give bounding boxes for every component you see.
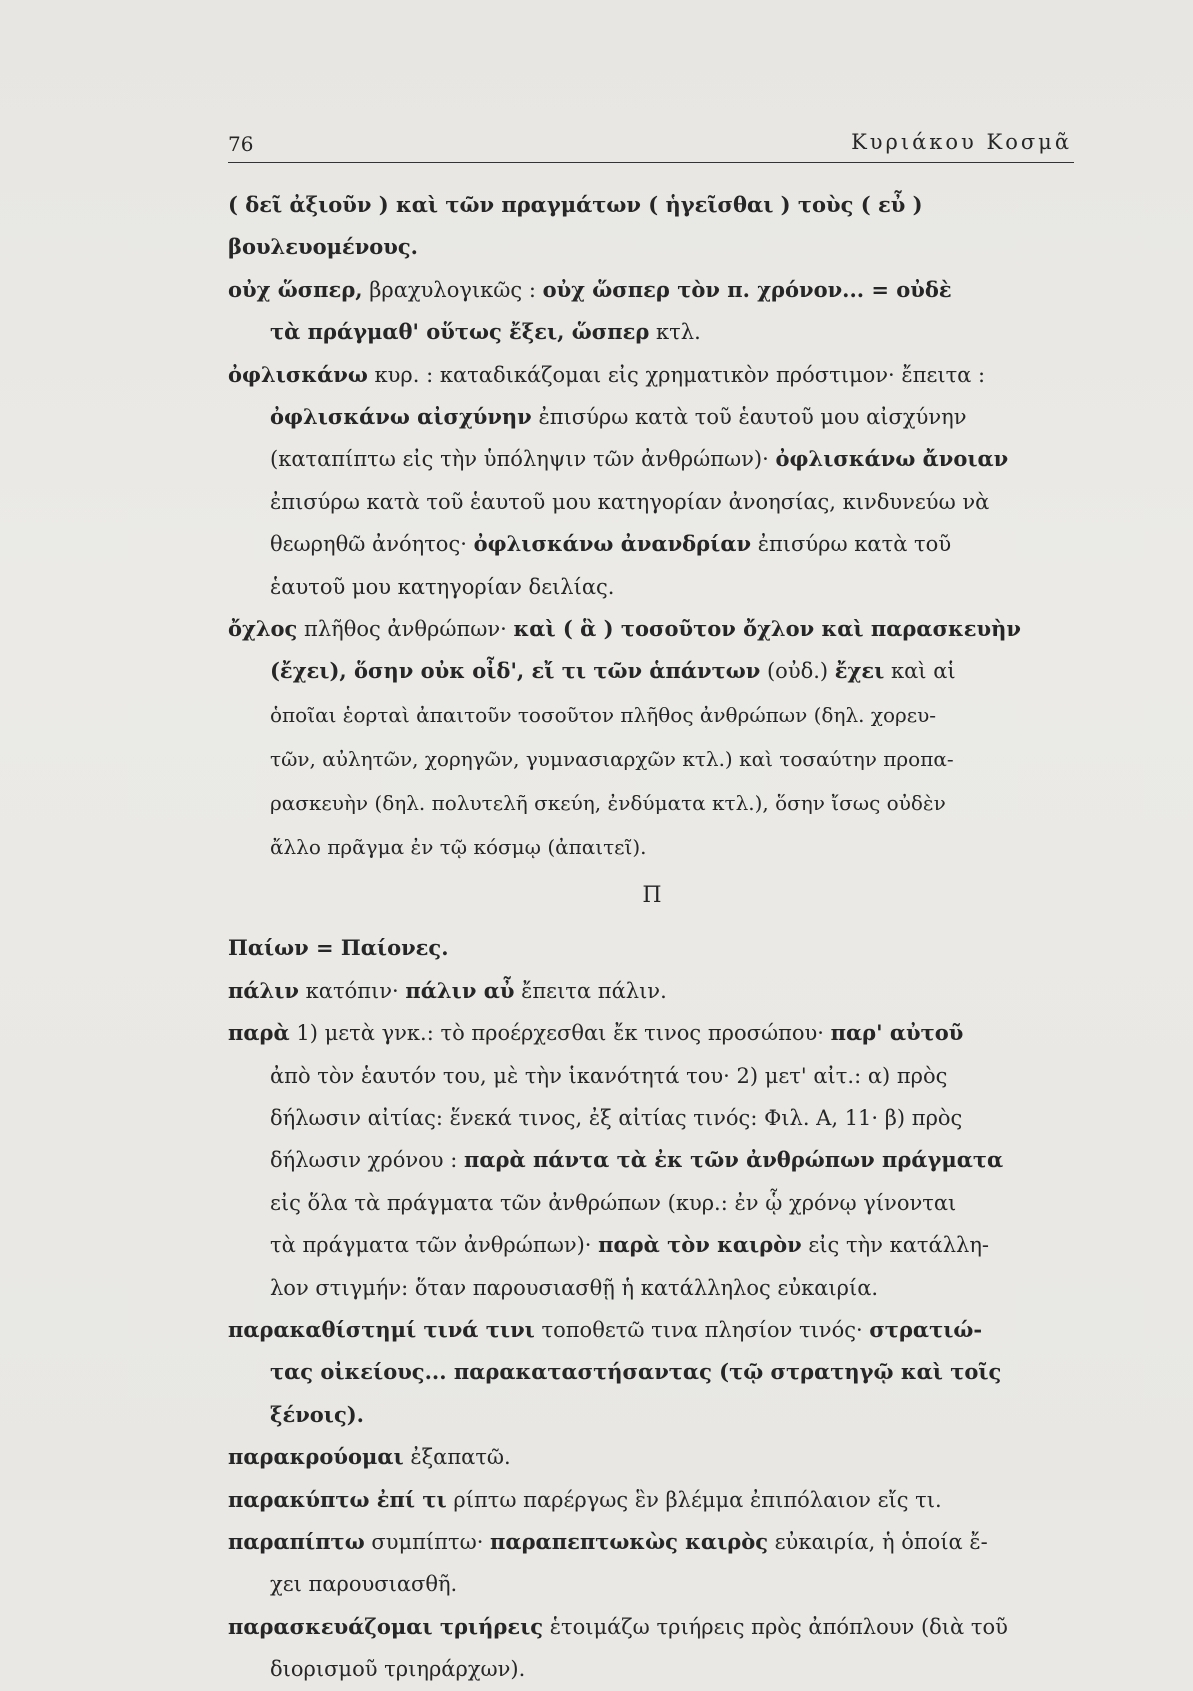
text-line — [228, 354, 1076, 396]
definition-text: καὶ αἱ — [884, 659, 956, 684]
text-line: εἰς ὅλα τὰ πράγματα τῶν ἀνθρώπων (κυρ.: ἐν ᾧ χρόνῳ γίνονται — [270, 1190, 957, 1215]
entry-paion — [228, 927, 1076, 969]
phrase: τὰ πράγμαθ' οὕτως ἔξει, ὥσπερ — [270, 319, 650, 345]
text-line: ἄλλο πρᾶγμα ἐν τῷ κόσμῳ (ἀπαιτεῖ). — [270, 834, 647, 859]
headword: παρακύπτω ἐπί τι — [228, 1486, 447, 1512]
headword: ὄχλος — [228, 616, 298, 642]
text-line — [228, 1139, 1076, 1181]
phrase: (ἔχει), ὅσην οὐκ οἶδ', εἴ τι τῶν ἁπάντων — [270, 658, 761, 684]
definition-text: εἰς τὴν κατάλλη- — [801, 1233, 990, 1258]
entry-ochlos — [228, 608, 1076, 869]
text-line: ( δεῖ ἀξιοῦν ) καὶ τῶν πραγμάτων ( ἡγεῖσθαι ) τοὺς ( εὖ ) — [228, 192, 923, 217]
entry-paraskeuazomai — [228, 1606, 1076, 1691]
definition-text: 1) μετὰ γνκ.: τὸ προέρχεσθαι ἔκ τινος προσώπου· — [289, 1021, 831, 1046]
definition-text: (οὐδ.) — [760, 659, 835, 684]
text-line: ἐπισύρω κατὰ τοῦ ἑαυτοῦ μου κατηγορίαν ἀνοησίας, κινδυνεύω νὰ — [270, 489, 990, 514]
entry-parapipto — [228, 1521, 1076, 1606]
definition-text: κατόπιν· — [299, 978, 406, 1003]
headword: παρακαθίστημί τινά τινι — [228, 1316, 535, 1342]
definition-text: κυρ. : καταδικάζομαι εἰς χρηματικὸν πρόστιμον· ἔπειτα : — [367, 362, 986, 387]
phrase: παρὰ τὸν καιρὸν — [598, 1232, 802, 1258]
text-line: ἀπὸ τὸν ἑαυτόν του, μὲ τὴν ἱκανότητά του· 2) μετ' αἰτ.: α) πρὸς — [270, 1063, 948, 1088]
glossary-body — [228, 184, 1076, 1691]
text-line: τας οἰκείους... παρακαταστήσαντας (τῷ στρατηγῷ καὶ τοῖς — [270, 1359, 1002, 1385]
definition-text: βραχυλογικῶς : — [362, 277, 543, 302]
phrase: παρ' αὐτοῦ — [830, 1020, 964, 1046]
definition-text: ἔπειτα πάλιν. — [514, 978, 667, 1003]
text-line — [228, 1012, 1076, 1054]
text-line: χει παρουσιασθῆ. — [270, 1572, 458, 1597]
text-line — [228, 608, 1076, 650]
text-line — [228, 269, 1076, 311]
entry-ouch-hosper — [228, 269, 1076, 354]
text-line — [228, 523, 1076, 565]
headword: πάλιν — [228, 977, 299, 1003]
page-header — [228, 128, 1074, 163]
definition-text: θεωρηθῶ ἀνόητος· — [270, 532, 474, 557]
section-letter: Π — [642, 882, 662, 908]
phrase: καὶ ( ἃ ) τοσοῦτον ὄχλον καὶ παρασκευὴν — [513, 616, 1021, 642]
entry-para — [228, 1012, 1076, 1309]
entry-parakathistemi — [228, 1309, 1076, 1436]
headword: παραπίπτω — [228, 1528, 365, 1554]
definition-text: ἐπισύρω κατὰ τοῦ — [751, 532, 952, 557]
phrase: ὀφλισκάνω ἄνοιαν — [775, 446, 1009, 472]
definition-text: ἐπισύρω κατὰ τοῦ ἑαυτοῦ μου αἰσχύνην — [531, 405, 967, 430]
text-line — [228, 1309, 1076, 1351]
text-line — [228, 970, 1076, 1012]
text-line: ἑαυτοῦ μου κατηγορίαν δειλίας. — [270, 574, 615, 599]
definition-text: εὐκαιρία, ἡ ὁποία ἔ- — [768, 1529, 988, 1554]
definition-text: ἐξαπατῶ. — [403, 1445, 511, 1470]
text-line: λον στιγμήν: ὅταν παρουσιασθῇ ἡ κατάλληλος εὐκαιρία. — [270, 1275, 879, 1300]
phrase: παρὰ πάντα τὰ ἐκ τῶν ἀνθρώπων πράγματα — [463, 1147, 1004, 1173]
definition-text: πλῆθος ἀνθρώπων· — [297, 617, 514, 642]
page-number: 76 — [228, 132, 254, 156]
phrase: στρατιώ- — [869, 1316, 983, 1342]
text-line: ὁποῖαι ἑορταὶ ἀπαιτοῦν τοσοῦτον πλῆθος ἀνθρώπων (δηλ. χορευ- — [270, 702, 937, 727]
text-line — [228, 1606, 1076, 1648]
headword: παρακρούομαι — [228, 1444, 404, 1470]
text-line: δήλωσιν αἰτίας: ἕνεκά τινος, ἐξ αἰτίας τινός: Φιλ. Α, 11· β) πρὸς — [270, 1105, 963, 1130]
headword: παρασκευάζομαι τριήρεις — [228, 1613, 544, 1639]
text-line — [228, 438, 1076, 480]
text-line: διορισμοῦ τριηράρχων). — [270, 1657, 526, 1682]
text-line: τῶν, αὐλητῶν, χορηγῶν, γυμνασιαρχῶν κτλ.) καὶ τοσαύτην προπα- — [270, 746, 954, 771]
entry-ophliskano — [228, 354, 1076, 608]
definition-text: συμπίπτω· — [364, 1529, 491, 1554]
text-line — [228, 1436, 1076, 1478]
phrase: ἔχει — [834, 658, 885, 684]
definition-text: κτλ. — [649, 320, 701, 345]
text-line — [228, 1224, 1076, 1266]
definition-text: ἑτοιμάζω τριήρεις πρὸς ἀπόπλουν (διὰ τοῦ — [543, 1614, 1008, 1639]
running-title: Κυριάκου Κοσμᾶ — [851, 130, 1072, 154]
definition-text: ρίπτω παρέργως ἓν βλέμμα ἐπιπόλαιον εἴς τι. — [446, 1487, 942, 1512]
headword: ὀφλισκάνω — [228, 361, 368, 387]
phrase: ὀφλισκάνω ἀνανδρίαν — [473, 531, 752, 557]
text-line: ρασκευὴν (δηλ. πολυτελῆ σκεύη, ἐνδύματα κτλ.), ὅσην ἴσως οὐδὲν — [270, 790, 946, 815]
definition-text: τοποθετῶ τινα πλησίον τινός· — [534, 1317, 870, 1342]
text-line: βουλευομένους. — [228, 234, 418, 260]
headword: Παίων = Παίονες. — [228, 935, 449, 961]
text-line — [228, 1521, 1076, 1563]
text-line — [228, 396, 1076, 438]
phrase: ὀφλισκάνω αἰσχύνην — [270, 404, 532, 430]
definition-text: (καταπίπτω εἰς τὴν ὑπόληψιν τῶν ἀνθρώπων)· — [270, 447, 776, 472]
phrase: πάλιν αὖ — [405, 977, 515, 1003]
text-line: ξένοις). — [270, 1401, 364, 1427]
phrase: οὐχ ὥσπερ τὸν π. χρόνον... = οὐδὲ — [542, 276, 952, 302]
text-line — [228, 650, 1076, 692]
text-line — [228, 311, 1076, 353]
headword: οὐχ ὥσπερ, — [228, 276, 363, 302]
entry-palin — [228, 970, 1076, 1012]
definition-text: τὰ πράγματα τῶν ἀνθρώπων)· — [270, 1233, 599, 1258]
entry-dei-axioun — [228, 184, 1076, 269]
headword: παρὰ — [228, 1020, 290, 1046]
phrase: παραπεπτωκὼς καιρὸς — [490, 1528, 768, 1554]
definition-text: δήλωσιν χρόνου : — [270, 1148, 464, 1173]
entry-parakrouomai — [228, 1436, 1076, 1478]
